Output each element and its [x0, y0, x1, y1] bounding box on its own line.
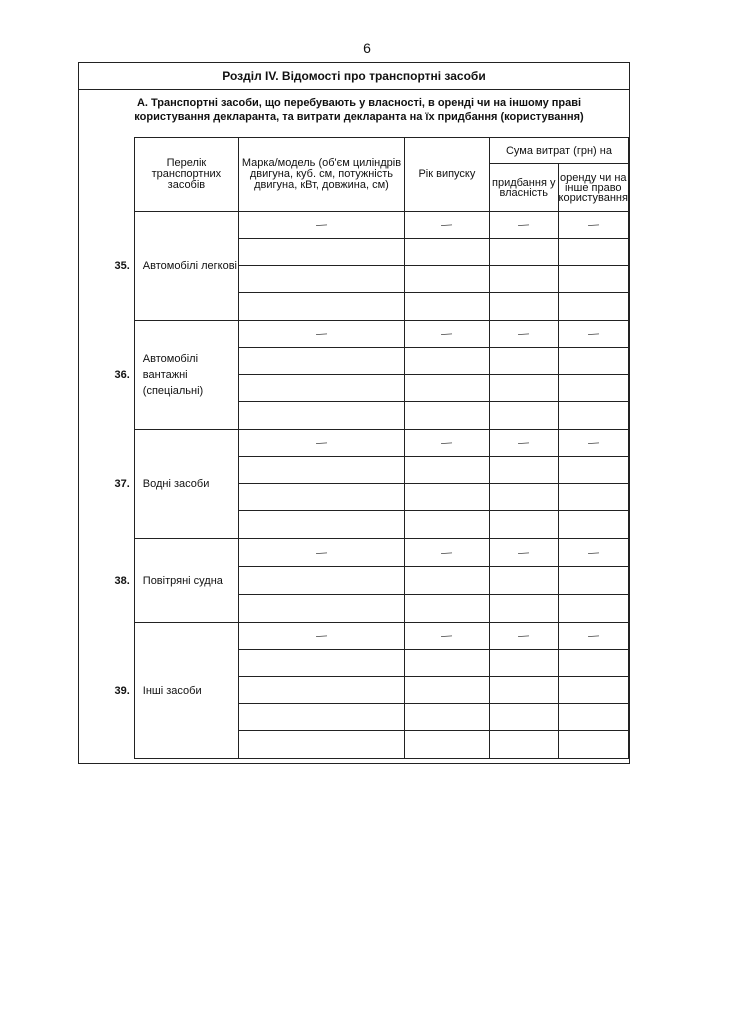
year-cell[interactable] — [404, 239, 489, 266]
vehicles-table — [108, 137, 629, 759]
dash-mark: — — [517, 327, 530, 341]
lease-cell[interactable] — [558, 731, 628, 759]
lease-cell[interactable] — [558, 539, 628, 567]
lease-cell[interactable] — [558, 239, 628, 266]
form-frame — [78, 62, 630, 764]
dash-mark: — — [441, 218, 453, 232]
lease-cell[interactable] — [558, 293, 628, 321]
lease-cell[interactable] — [558, 677, 628, 704]
header-num-cell — [108, 138, 134, 212]
dash-mark: — — [315, 218, 328, 232]
header-lease: оренду чи на інше право користування — [558, 164, 628, 212]
dash-mark: — — [587, 436, 600, 450]
lease-cell[interactable] — [558, 212, 628, 239]
brand-cell[interactable] — [239, 239, 405, 266]
lease-cell[interactable] — [558, 704, 628, 731]
year-cell[interactable] — [404, 731, 489, 759]
row-label: Водні засоби — [134, 430, 238, 539]
header-sum: Сума витрат (грн) на — [489, 138, 628, 164]
dash-mark: — — [315, 436, 328, 450]
purchase-cell[interactable] — [489, 348, 558, 375]
dash-mark: — — [517, 218, 530, 232]
purchase-cell[interactable] — [489, 402, 558, 430]
lease-cell[interactable] — [558, 375, 628, 402]
lease-cell[interactable] — [558, 402, 628, 430]
header-purchase: придбання у власність — [489, 164, 558, 212]
year-cell[interactable] — [404, 375, 489, 402]
table-row — [108, 212, 629, 239]
purchase-cell[interactable] — [489, 623, 558, 650]
purchase-cell[interactable] — [489, 457, 558, 484]
row-number: 36. — [114, 369, 130, 381]
purchase-cell[interactable] — [489, 484, 558, 511]
year-cell[interactable] — [404, 293, 489, 321]
year-cell[interactable] — [404, 430, 489, 457]
dash-mark: — — [441, 546, 453, 559]
year-cell[interactable] — [404, 595, 489, 623]
brand-cell[interactable] — [239, 457, 405, 484]
brand-cell[interactable] — [239, 484, 405, 511]
brand-cell[interactable] — [239, 293, 405, 321]
brand-cell[interactable] — [239, 375, 405, 402]
dash-mark: — — [441, 629, 453, 643]
brand-cell[interactable] — [239, 348, 405, 375]
year-cell[interactable] — [404, 321, 489, 348]
purchase-cell[interactable] — [489, 539, 558, 567]
header-year: Рік випуску — [404, 138, 489, 212]
year-cell[interactable] — [404, 623, 489, 650]
lease-cell[interactable] — [558, 511, 628, 539]
table-row — [108, 430, 629, 457]
dash-mark: — — [315, 327, 328, 341]
lease-cell[interactable] — [558, 623, 628, 650]
year-cell[interactable] — [404, 212, 489, 239]
brand-cell[interactable] — [239, 677, 405, 704]
brand-cell[interactable] — [239, 567, 405, 595]
dash-mark: — — [315, 546, 328, 559]
purchase-cell[interactable] — [489, 704, 558, 731]
year-cell[interactable] — [404, 539, 489, 567]
purchase-cell[interactable] — [489, 511, 558, 539]
brand-cell[interactable] — [239, 430, 405, 457]
brand-cell[interactable] — [239, 266, 405, 293]
year-cell[interactable] — [404, 704, 489, 731]
purchase-cell[interactable] — [489, 677, 558, 704]
brand-cell[interactable] — [239, 402, 405, 430]
header-brand: Марка/модель (об'єм циліндрів двигуна, куб. см, потужність двигуна, кВт, довжина, см) — [239, 138, 405, 212]
dash-mark: — — [587, 218, 600, 232]
row-label: Інші засоби — [134, 623, 238, 759]
subsection-title: А. Транспортні засоби, що перебувають у власності, в оренді чи на іншому праві користування декларанта, та витрати декларанта на їх придбання (користування) — [134, 97, 584, 123]
brand-cell[interactable] — [239, 650, 405, 677]
section-title: Розділ IV. Відомості про транспортні засоби — [79, 63, 629, 90]
dash-mark: — — [315, 629, 328, 643]
purchase-cell[interactable] — [489, 567, 558, 595]
lease-cell[interactable] — [558, 266, 628, 293]
year-cell[interactable] — [404, 650, 489, 677]
purchase-cell[interactable] — [489, 375, 558, 402]
dash-mark: — — [517, 629, 530, 643]
purchase-cell[interactable] — [489, 595, 558, 623]
lease-cell[interactable] — [558, 484, 628, 511]
lease-cell[interactable] — [558, 321, 628, 348]
brand-cell[interactable] — [239, 539, 405, 567]
dash-mark: — — [587, 327, 600, 341]
brand-cell[interactable] — [239, 595, 405, 623]
row-number: 35. — [114, 260, 130, 272]
dash-mark: — — [587, 546, 600, 559]
header-list: Перелік транспортних засобів — [134, 138, 238, 212]
brand-cell[interactable] — [239, 623, 405, 650]
purchase-cell[interactable] — [489, 731, 558, 759]
dash-mark: — — [441, 436, 453, 450]
table-row — [108, 539, 629, 567]
year-cell[interactable] — [404, 511, 489, 539]
purchase-cell[interactable] — [489, 266, 558, 293]
brand-cell[interactable] — [239, 321, 405, 348]
year-cell[interactable] — [404, 266, 489, 293]
year-cell[interactable] — [404, 567, 489, 595]
row-label: Повітряні судна — [134, 539, 238, 623]
lease-cell[interactable] — [558, 595, 628, 623]
dash-mark: — — [517, 546, 530, 559]
brand-cell[interactable] — [239, 731, 405, 759]
table-row — [108, 623, 629, 650]
row-number: 37. — [114, 478, 130, 490]
lease-cell[interactable] — [558, 430, 628, 457]
lease-cell[interactable] — [558, 348, 628, 375]
row-label: Автомобілі вантажні (спеціальні) — [134, 321, 238, 430]
brand-cell[interactable] — [239, 212, 405, 239]
table-header-row — [108, 138, 629, 164]
purchase-cell[interactable] — [489, 212, 558, 239]
row-number: 39. — [114, 684, 130, 697]
dash-mark: — — [587, 629, 600, 643]
purchase-cell[interactable] — [489, 650, 558, 677]
lease-cell[interactable] — [558, 650, 628, 677]
page-number: 6 — [363, 40, 371, 56]
brand-cell[interactable] — [239, 704, 405, 731]
year-cell[interactable] — [404, 677, 489, 704]
table-row — [108, 321, 629, 348]
brand-cell[interactable] — [239, 511, 405, 539]
year-cell[interactable] — [404, 402, 489, 430]
dash-mark: — — [441, 327, 453, 341]
year-cell[interactable] — [404, 484, 489, 511]
lease-cell[interactable] — [558, 457, 628, 484]
purchase-cell[interactable] — [489, 239, 558, 266]
row-label: Автомобілі легкові — [134, 212, 238, 321]
dash-mark: — — [517, 436, 530, 450]
year-cell[interactable] — [404, 348, 489, 375]
year-cell[interactable] — [404, 457, 489, 484]
row-number: 38. — [114, 574, 130, 587]
purchase-cell[interactable] — [489, 430, 558, 457]
purchase-cell[interactable] — [489, 293, 558, 321]
purchase-cell[interactable] — [489, 321, 558, 348]
lease-cell[interactable] — [558, 567, 628, 595]
